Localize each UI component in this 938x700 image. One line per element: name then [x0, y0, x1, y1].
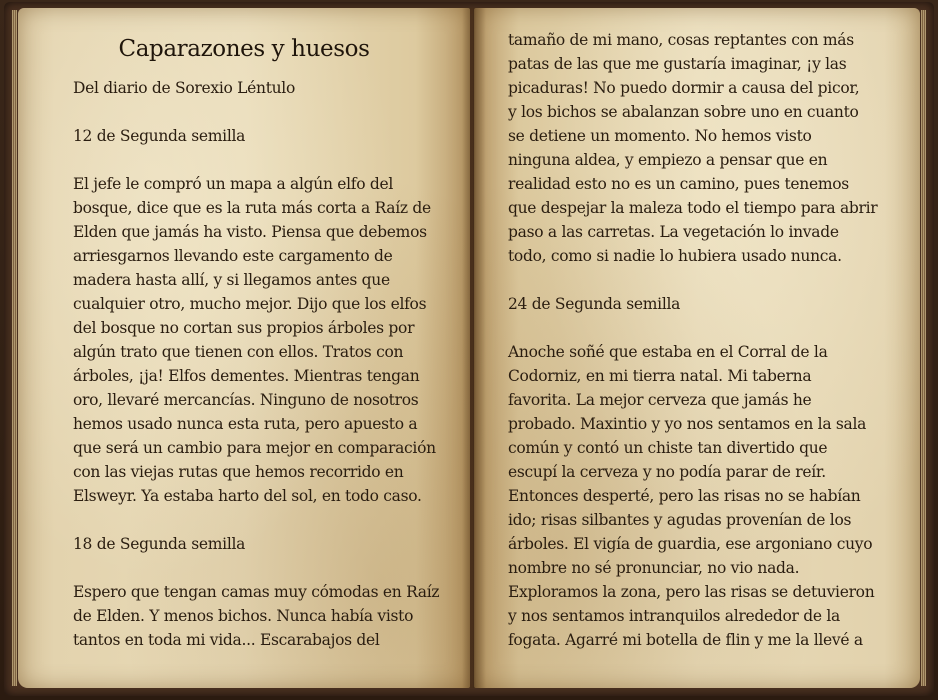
text-line: cualquier otro, mucho mejor. Dijo que los elfos	[73, 295, 427, 313]
text-line: árboles. El vigía de guardia, ese argoniano cuyo	[508, 535, 873, 553]
left-page	[18, 8, 470, 688]
text-line: Exploramos la zona, pero las risas se detuvieron	[508, 583, 875, 601]
text-line: Entonces desperté, pero las risas no se habían	[508, 487, 861, 505]
text-line: Elsweyr. Ya estaba harto del sol, en todo caso.	[73, 487, 422, 505]
text-line: escupí la cerveza y no podía parar de reír.	[508, 463, 826, 481]
text-line: hemos usado nunca esta ruta, pero apuesto a	[73, 415, 418, 433]
text-line: Codorniz, en mi tierra natal. Mi taberna	[508, 367, 812, 385]
text-line: El jefe le compró un mapa a algún elfo del	[73, 175, 394, 193]
text-line: tamaño de mi mano, cosas reptantes con más	[508, 31, 854, 49]
text-line: que será un cambio para mejor en comparación	[73, 439, 436, 457]
text-line: ido; risas silbantes y agudas provenían de los	[508, 511, 852, 529]
book-title: Caparazones y huesos	[118, 36, 370, 62]
text-line: paso a las carretas. La vegetación lo invade	[508, 223, 839, 241]
text-line: oro, llevaré mercancías. Ninguno de nosotros	[73, 391, 419, 409]
text-line: Espero que tengan camas muy cómodas en Raíz	[73, 583, 440, 601]
right-page-edges	[921, 10, 926, 686]
book-spine	[462, 8, 486, 688]
text-line: probado. Maxintio y yo nos sentamos en la sala	[508, 415, 867, 433]
text-line: Anoche soñé que estaba en el Corral de la	[508, 343, 828, 361]
text-line: picaduras! No puedo dormir a causa del picor,	[508, 79, 860, 97]
text-line: bosque, dice que es la ruta más corta a Raíz de	[73, 199, 431, 217]
text-line: con las viejas rutas que hemos recorrido en	[73, 463, 404, 481]
text-line: madera hasta allí, y si llegamos antes que	[73, 271, 390, 289]
text-line: arriesgarnos llevando este cargamento de	[73, 247, 393, 265]
text-line: y nos sentamos intranquilos alrededor de la	[508, 607, 840, 625]
text-line: ninguna aldea, y empiezo a pensar que en	[508, 151, 828, 169]
text-line: tantos en toda mi vida... Escarabajos del	[73, 631, 380, 649]
text-line: todo, como si nadie lo hubiera usado nunca.	[508, 247, 842, 265]
text-line: que despejar la maleza todo el tiempo para abrir	[508, 199, 878, 217]
text-line: patas de las que me gustaría imaginar, ¡y las	[508, 55, 847, 73]
text-line: realidad esto no es un camino, pues tenemos	[508, 175, 849, 193]
text-line: árboles, ¡ja! Elfos dementes. Mientras tengan	[73, 367, 420, 385]
entry-date: 18 de Segunda semilla	[73, 535, 246, 553]
left-page-edges	[12, 10, 17, 686]
entry-date: 24 de Segunda semilla	[508, 295, 681, 313]
entry-date: 12 de Segunda semilla	[73, 127, 246, 145]
text-line: fogata. Agarré mi botella de flin y me la llevé a	[508, 631, 863, 649]
text-line: común y contó un chiste tan divertido que	[508, 439, 828, 457]
text-line: favorita. La mejor cerveza que jamás he	[508, 391, 812, 409]
text-line: de Elden. Y menos bichos. Nunca había visto	[73, 607, 414, 625]
text-line: nombre no sé pronunciar, no vio nada.	[508, 559, 800, 577]
author-line: Del diario de Sorexio Léntulo	[73, 79, 295, 97]
text-line: se detiene un momento. No hemos visto	[508, 127, 812, 145]
text-line: Elden que jamás ha visto. Piensa que debemos	[73, 223, 427, 241]
right-page	[474, 8, 920, 688]
text-line: y los bichos se abalanzan sobre uno en cuanto	[508, 103, 859, 121]
text-line: del bosque no cortan sus propios árboles por	[73, 319, 415, 337]
text-line: algún trato que tienen con ellos. Tratos con	[73, 343, 404, 361]
